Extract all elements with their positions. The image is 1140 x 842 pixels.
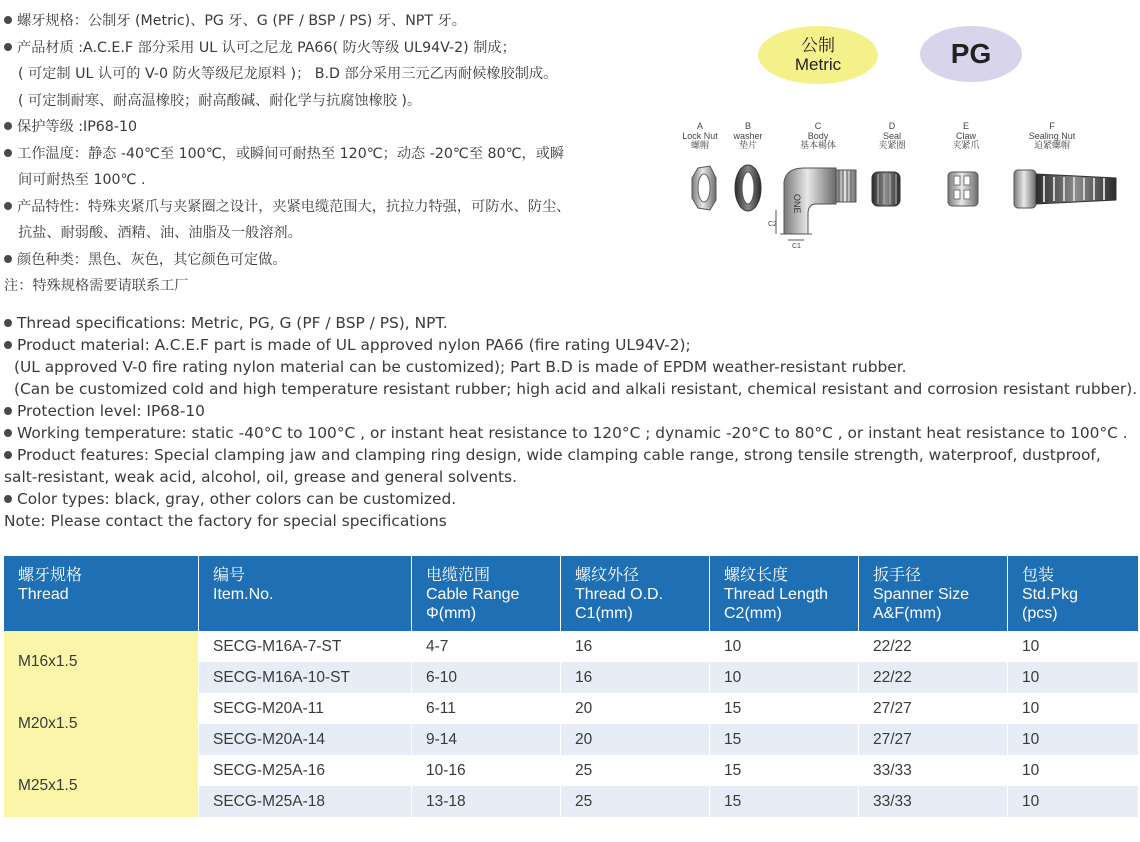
- body-elbow-icon: [768, 168, 856, 250]
- thread-od-cell: 16: [561, 631, 710, 662]
- bullet-icon: [4, 429, 12, 437]
- bullet-icon: [4, 451, 12, 459]
- item-no-cell: SECG-M25A-18: [199, 786, 412, 817]
- spanner-size-cell: 33/33: [859, 786, 1008, 817]
- cn-line-colors: 颜色种类：黑色、灰色，其它颜色可定做。: [4, 247, 664, 274]
- cable-range-cell: 13-18: [412, 786, 561, 817]
- std-pkg-cell: 10: [1008, 693, 1139, 724]
- part-label-b: B washer 垫片: [733, 121, 763, 150]
- spanner-size-cell: 27/27: [859, 724, 1008, 755]
- std-pkg-cell: 10: [1008, 631, 1139, 662]
- cn-line-note: 注：特殊规格需要请联系工厂: [4, 278, 189, 294]
- en-line-temperature: Working temperature: static -40°C to 100°C , or instant heat resistance to 120°C ; dynamic -20°C to 80°C , or instant heat resistance to 100°C .: [4, 422, 1138, 444]
- en-line-material-2: (UL approved V-0 fire rating nylon material can be customized); Part B.D is made of EPDM weather-resistant rubber.: [14, 358, 907, 376]
- lock-nut-icon: [692, 166, 716, 210]
- thread-length-cell: 10: [710, 631, 859, 662]
- part-label-a: A Lock Nut 螺帽: [682, 121, 718, 150]
- sealing-nut-icon: [1014, 170, 1116, 208]
- thread-cell: M20x1.5: [4, 693, 199, 755]
- thread-od-cell: 25: [561, 755, 710, 786]
- spanner-size-cell: 22/22: [859, 662, 1008, 693]
- item-no-cell: SECG-M16A-7-ST: [199, 631, 412, 662]
- claw-icon: [948, 172, 978, 206]
- part-label-e: E Claw 夹紧爪: [952, 121, 980, 150]
- bullet-icon: [4, 255, 12, 263]
- en-line-note: Note: Please contact the factory for special specifications: [4, 512, 447, 530]
- part-label-c: C Body 基本楊体: [799, 121, 836, 150]
- cn-line-material-2: ( 可定制 UL 认可的 V-0 防火等级尼龙原料 )； B.D 部分采用三元乙丙耐候橡胶制成。: [18, 66, 558, 82]
- cable-range-cell: 10-16: [412, 755, 561, 786]
- cable-range-cell: 9-14: [412, 724, 561, 755]
- pg-badge-text: PG: [950, 38, 992, 69]
- thread-length-cell: 15: [710, 755, 859, 786]
- english-description: [4, 312, 1138, 532]
- metric-badge-en: Metric: [794, 55, 842, 74]
- header-item-no: 编号 Item.No.: [199, 556, 412, 631]
- item-no-cell: SECG-M25A-16: [199, 755, 412, 786]
- body-label: ONE: [792, 194, 802, 214]
- cable-range-cell: 6-11: [412, 693, 561, 724]
- std-pkg-cell: 10: [1008, 786, 1139, 817]
- thread-cell: M25x1.5: [4, 755, 199, 817]
- bullet-icon: [4, 341, 12, 349]
- cn-line-features: 产品特性：特殊夹紧爪与夹紧圈之设计，夹紧电缆范围大，抗拉力特强，可防水、防尘、: [4, 194, 664, 221]
- thread-od-cell: 20: [561, 693, 710, 724]
- header-spanner-size: 扳手径 Spanner Size A&F(mm): [859, 556, 1008, 631]
- en-line-features: Product features: Special clamping jaw and clamping ring design, wide clamping cable range, strong tensile strength, waterproof, dustproof,: [4, 444, 1138, 466]
- cn-line-thread: 螺牙规格：公制牙 (Metric)、PG 牙、G (PF / BSP / PS) 牙、NPT 牙。: [4, 8, 664, 35]
- bullet-icon: [4, 16, 12, 24]
- bullet-icon: [4, 319, 12, 327]
- spanner-size-cell: 33/33: [859, 755, 1008, 786]
- spec-table: [4, 556, 1138, 817]
- thread-length-cell: 15: [710, 693, 859, 724]
- thread-od-cell: 16: [561, 662, 710, 693]
- bullet-icon: [4, 202, 12, 210]
- header-std-pkg: 包装 Std.Pkg (pcs): [1008, 556, 1139, 631]
- item-no-cell: SECG-M16A-10-ST: [199, 662, 412, 693]
- seal-icon: [872, 172, 900, 206]
- bullet-icon: [4, 149, 12, 157]
- en-line-colors: Color types: black, gray, other colors can be customized.: [4, 488, 1138, 510]
- table-row: [4, 693, 1138, 724]
- parts-drawing: [676, 22, 1140, 254]
- bullet-icon: [4, 495, 12, 503]
- dim-c1-label: C1: [792, 243, 801, 250]
- std-pkg-cell: 10: [1008, 724, 1139, 755]
- thread-length-cell: 15: [710, 786, 859, 817]
- header-thread: 螺牙规格 Thread: [4, 556, 199, 631]
- chinese-description: [4, 8, 664, 300]
- item-no-cell: SECG-M20A-11: [199, 693, 412, 724]
- header-thread-od: 螺纹外径 Thread O.D. C1(mm): [561, 556, 710, 631]
- thread-od-cell: 20: [561, 724, 710, 755]
- header-thread-length: 螺纹长度 Thread Length C2(mm): [710, 556, 859, 631]
- dim-c2-label: C2: [768, 221, 777, 228]
- en-line-protection: Protection level: IP68-10: [4, 400, 1138, 422]
- en-line-thread: Thread specifications: Metric, PG, G (PF / BSP / PS), NPT.: [4, 312, 1138, 334]
- std-pkg-cell: 10: [1008, 662, 1139, 693]
- en-line-material: Product material: A.C.E.F part is made of UL approved nylon PA66 (fire rating UL94V-2);: [4, 334, 1138, 356]
- cn-line-features-2: 抗盐、耐弱酸、酒精、油、油脂及一般溶剂。: [18, 225, 302, 241]
- thread-length-cell: 15: [710, 724, 859, 755]
- spanner-size-cell: 27/27: [859, 693, 1008, 724]
- thread-length-cell: 10: [710, 662, 859, 693]
- thread-od-cell: 25: [561, 786, 710, 817]
- std-pkg-cell: 10: [1008, 755, 1139, 786]
- cable-range-cell: 6-10: [412, 662, 561, 693]
- en-line-features-2: salt-resistant, weak acid, alcohol, oil, grease and general solvents.: [4, 468, 517, 486]
- washer-icon: [735, 165, 761, 211]
- part-label-f: F Sealing Nut 迫紧螺帽: [1028, 121, 1076, 150]
- cn-line-material-3: ( 可定制耐寒、耐高温橡胶；耐高酸碱、耐化学与抗腐蚀橡胶 )。: [18, 92, 422, 109]
- thread-cell: M16x1.5: [4, 631, 199, 693]
- bullet-icon: [4, 407, 12, 415]
- bullet-icon: [4, 43, 12, 51]
- part-label-d: D Seal 夹紧圈: [878, 121, 906, 150]
- product-figure: [676, 22, 1140, 254]
- spanner-size-cell: 22/22: [859, 631, 1008, 662]
- table-row: [4, 755, 1138, 786]
- cable-range-cell: 4-7: [412, 631, 561, 662]
- cn-line-material: 产品材质 :A.C.E.F 部分采用 UL 认可之尼龙 PA66( 防火等级 UL94V-2) 制成；: [4, 35, 664, 62]
- en-line-material-3: (Can be customized cold and high temperature resistant rubber; high acid and alkali resistant, chemical resistant and corrosion resistant rubber).: [14, 380, 1138, 398]
- table-header-row: [4, 556, 1138, 631]
- cn-line-protection: 保护等级 :IP68-10: [4, 114, 664, 141]
- cn-line-temperature-2: 间可耐热至 100℃ .: [18, 172, 146, 188]
- header-cable-range: 电缆范围 Cable Range Φ(mm): [412, 556, 561, 631]
- table-row: [4, 631, 1138, 662]
- bullet-icon: [4, 122, 12, 130]
- metric-badge-cn: 公制: [801, 36, 835, 55]
- cn-line-temperature: 工作温度：静态 -40℃至 100℃，或瞬间可耐热至 120℃；动态 -20℃至 80℃，或瞬: [4, 141, 664, 168]
- item-no-cell: SECG-M20A-14: [199, 724, 412, 755]
